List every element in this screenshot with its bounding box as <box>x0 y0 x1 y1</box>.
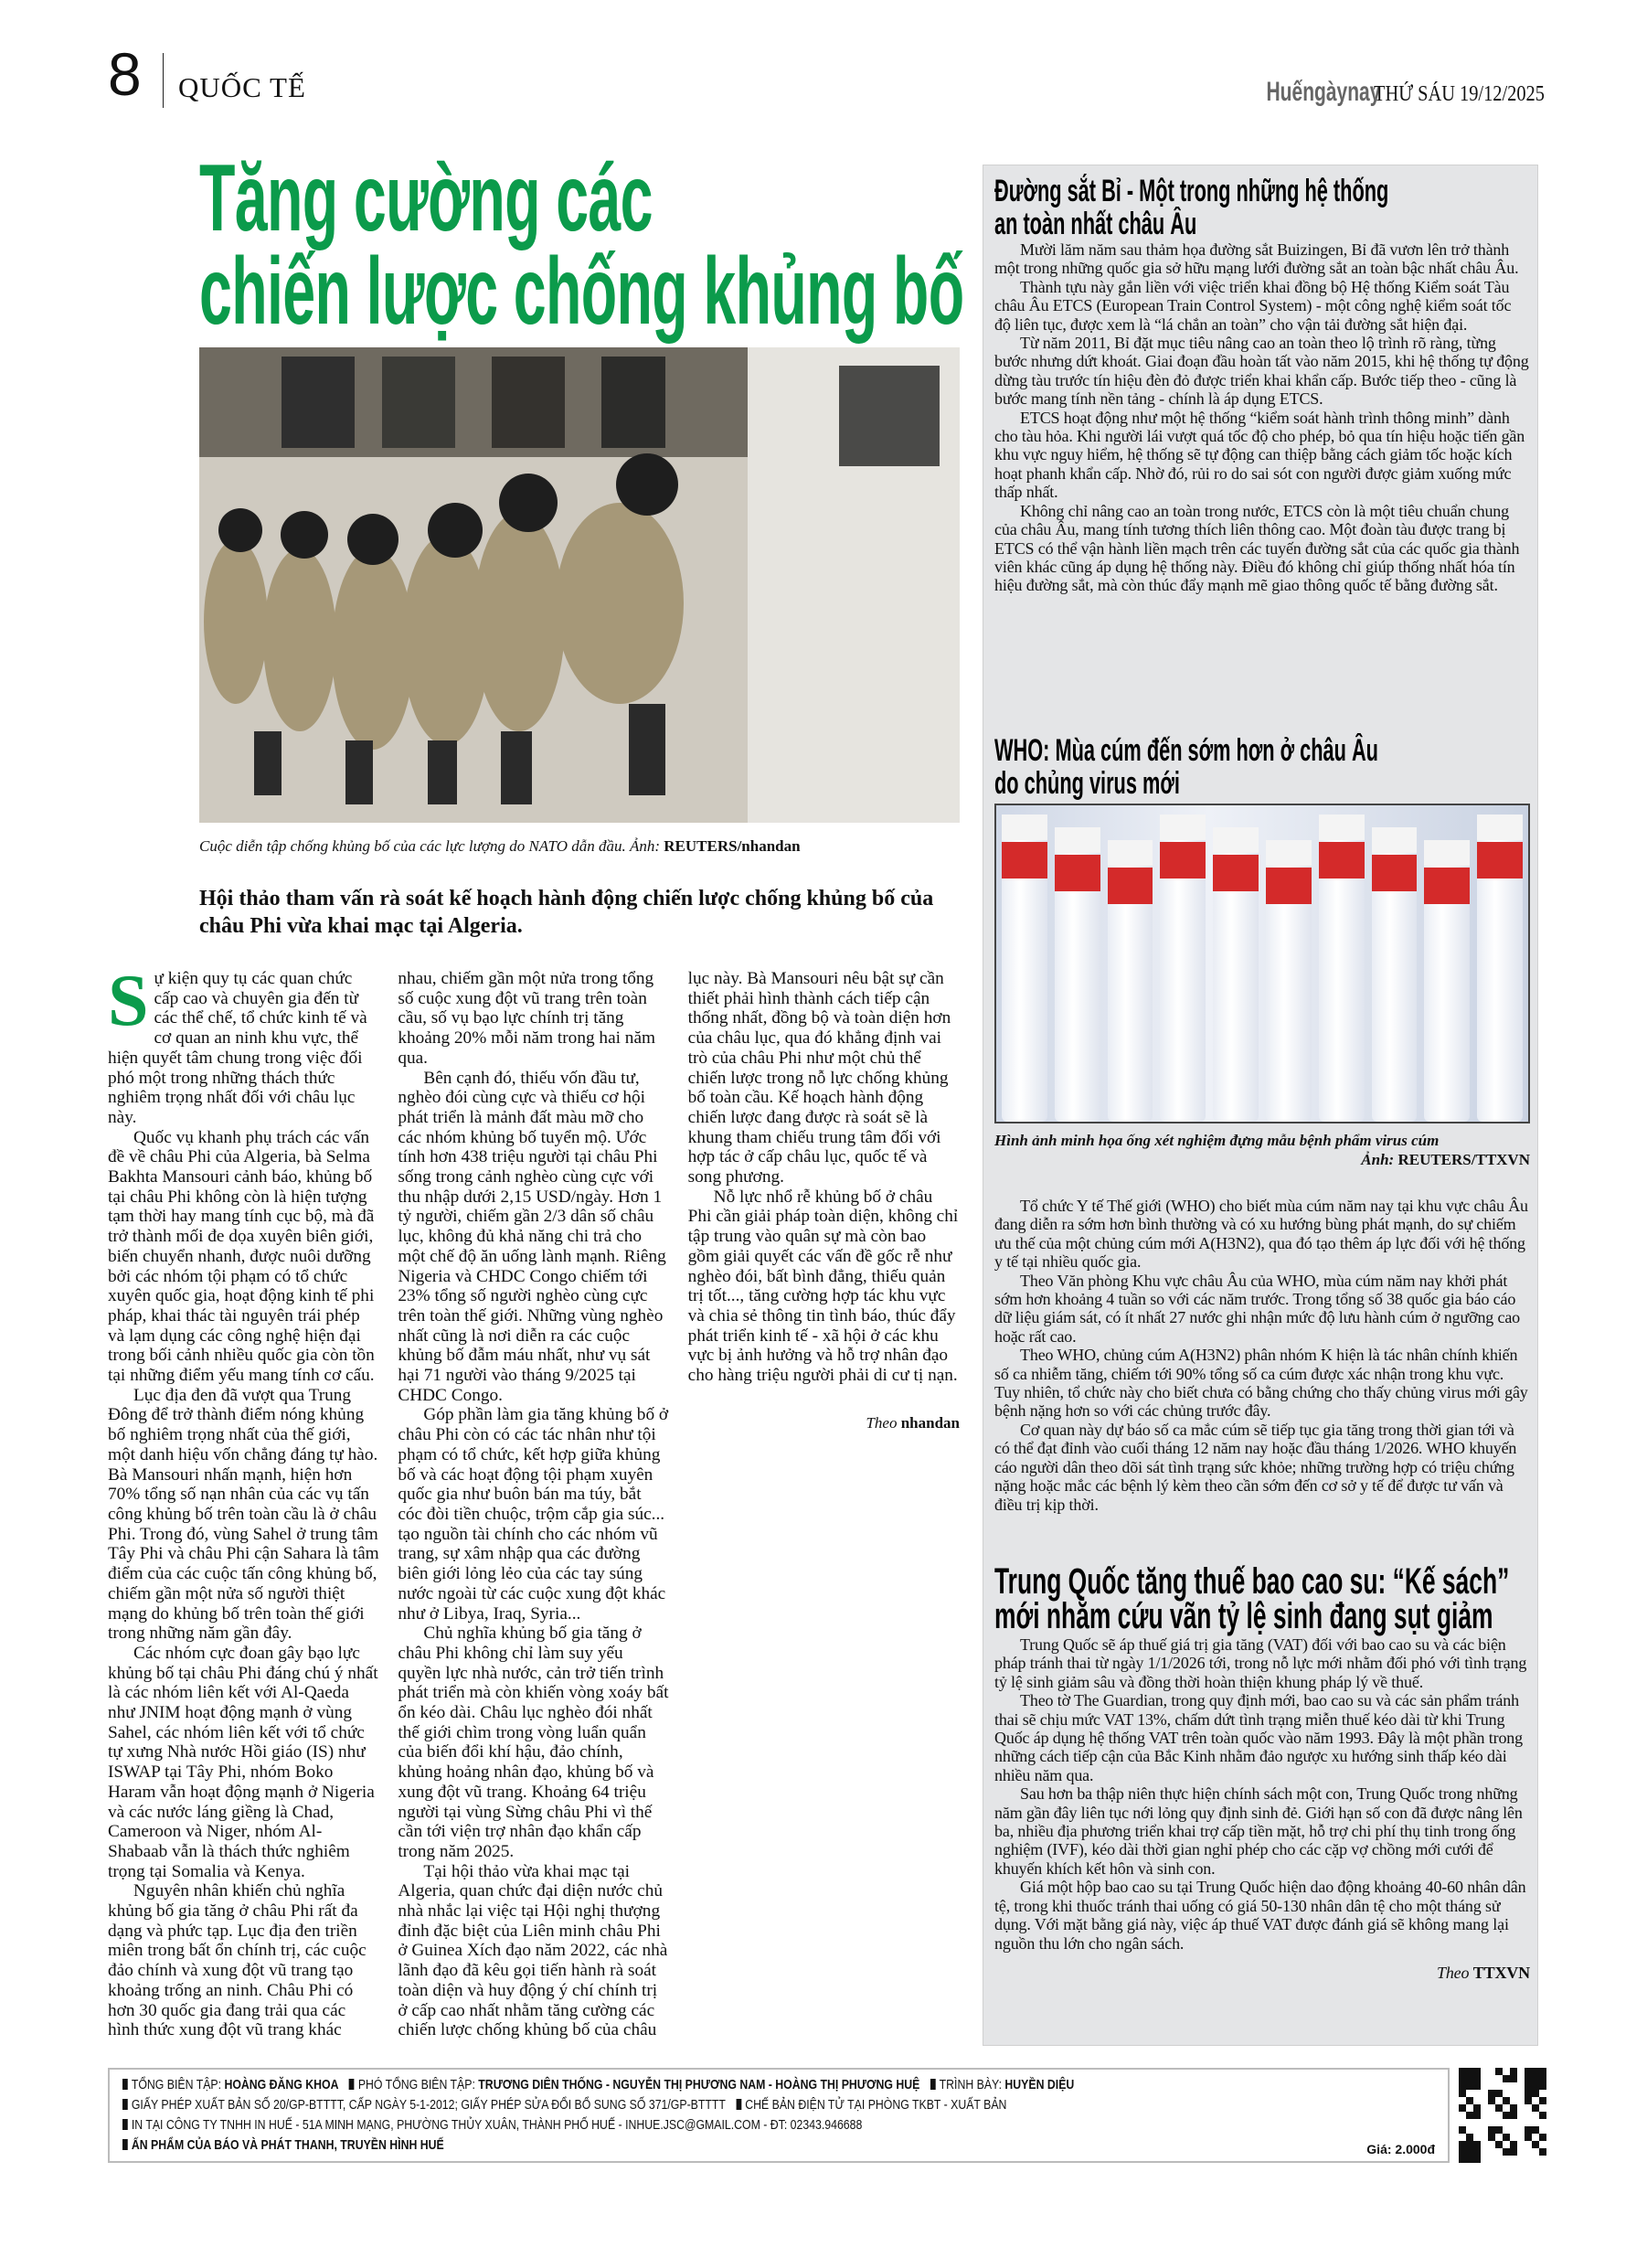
qr-module <box>1481 2126 1488 2134</box>
qr-module <box>1495 2112 1503 2119</box>
qr-module <box>1481 2090 1488 2097</box>
masthead <box>1217 79 1545 106</box>
headline-line: an toàn nhất châu Âu <box>994 207 1197 241</box>
qr-module <box>1459 2141 1466 2148</box>
qr-module <box>1539 2097 1546 2104</box>
qr-module <box>1466 2075 1473 2082</box>
qr-module <box>1539 2141 1546 2148</box>
qr-module <box>1510 2134 1517 2141</box>
qr-module <box>1459 2126 1466 2134</box>
qr-module <box>1481 2082 1488 2090</box>
qr-module <box>1503 2104 1510 2112</box>
qr-module <box>1495 2104 1503 2112</box>
body-paragraph: Bên cạnh đó, thiếu vốn đầu tư, nghèo đói cùng cực và thiếu cơ hội phát triển là mảnh đất màu mỡ cho các nhóm khủng bố tuyển mộ. Ước tính hơn 438 triệu người tại châu Phi sống trong cảnh nghèo cùng cực với thu nhập dưới 2,15 USD/ngày. Hơn 1 tỷ người, chiếm gần 2/3 dân số châu lục, không đủ khả năng chi trả cho một chế độ ăn uống lành mạnh. Riêng Nigeria và CHDC Congo chiếm tới 23% tổng số người nghèo cùng cực trên toàn thế giới. Những vùng nghèo nhất cũng là nơi diễn ra các cuộc khủng bố đẫm máu nhất, như vụ sát hại 71 người vào tháng 9/2025 tại CHDC Congo. <box>398 1068 666 1405</box>
who-photo-caption <box>994 1131 1530 1169</box>
qr-module <box>1466 2104 1473 2112</box>
value: CHẾ BẢN ĐIỆN TỬ TẠI PHÒNG TKBT - XUẤT BẢN <box>745 2097 1007 2113</box>
body-paragraph: Không chỉ nâng cao an toàn trong nước, ETCS còn là một tiêu chuẩn chung của châu Âu, mang tính tương thích liên thông cao. Một đoàn tàu được trang bị ETCS có thể vận hành liền mạch trên các tuyến đường sắt của các quốc gia thành viên khác cũng áp dụng hệ thống này. Điều đó không chỉ giúp thống nhất hóa tín hiệu đường sắt, mà còn thúc đẩy mạnh mẽ giao thông quốc tế bằng đường sắt. <box>994 501 1520 595</box>
qr-module <box>1517 2068 1525 2075</box>
china-body <box>994 1635 1530 1982</box>
qr-module <box>1473 2090 1481 2097</box>
qr-module <box>1510 2119 1517 2126</box>
qr-module <box>1466 2097 1473 2104</box>
body-paragraph: Góp phần làm gia tăng khủng bố ở châu Phi còn có các tác nhân như tội phạm có tổ chức, kết hợp giữa khủng bố và các hoạt động tội phạm xuyên quốc gia như buôn bán ma túy, bắt cóc đòi tiền chuộc, trộm cắp gia súc... tạo nguồn tài chính cho các nhóm vũ trang, sự xâm nhập qua các đường biên giới lỏng lẻo của các tay súng nước ngoài từ các cuộc xung đột khác như ở Libya, Iraq, Syria... <box>398 1405 669 1624</box>
value: HOÀNG ĐĂNG KHOA <box>224 2077 339 2092</box>
qr-module <box>1539 2148 1546 2156</box>
qr-module <box>1510 2104 1517 2112</box>
qr-module <box>1539 2075 1546 2082</box>
body-paragraph: Mười lăm năm sau thảm họa đường sắt Buizingen, Bỉ đã vươn lên trở thành một trong những quốc gia sở hữu mạng lưới đường sắt an toàn bậc nhất châu Âu. <box>994 240 1519 278</box>
qr-module <box>1532 2082 1539 2090</box>
qr-module <box>1532 2112 1539 2119</box>
qr-module <box>1495 2141 1503 2148</box>
body-paragraph: Giá một hộp bao cao su tại Trung Quốc hiện dao động khoảng 40-60 nhân dân tệ, trong khi thuốc tránh thai uống có giá 50-130 nhân dân tệ cho một tháng sử dụng. Với mặt bằng giá này, việc áp thuế VAT được đánh giá sẽ không mang lại nguồn thu lớn cho ngân sách. <box>994 1878 1526 1953</box>
body-paragraph: Sau hơn ba thập niên thực hiện chính sách một con, Trung Quốc trong những năm gần đây liên tục nới lỏng quy định sinh đẻ. Giới hạn số con đã được nâng lên ba, nhiều địa phương triển khai trợ cấp tiền mặt, hỗ trợ chi phí thụ tinh trong ống nghiệm (IVF), kéo dài thời gian nghỉ phép cho các cặp vợ chồng mới cưới để khuyến khích kết hôn và sinh con. <box>994 1784 1523 1878</box>
qr-module <box>1459 2090 1466 2097</box>
test-tube <box>1002 815 1047 1122</box>
qr-module <box>1473 2112 1481 2119</box>
qr-module <box>1495 2068 1503 2075</box>
qr-module <box>1517 2156 1525 2163</box>
qr-module <box>1539 2156 1546 2163</box>
body-paragraph: Từ năm 2011, Bỉ đặt mục tiêu nâng cao an toàn theo lộ trình rõ ràng, từng bước nhưng dứt khoát. Giai đoạn đầu hoàn tất vào năm 2015, khi hệ thống tự động dừng tàu trước tín hiệu đèn đỏ được triển khai khẩn cấp. Bước tiếp theo - cũng là bước mang tính nền tảng - chính là áp dụng ETCS. <box>994 334 1529 409</box>
title-line: Tăng cường các <box>199 145 653 251</box>
who-headline <box>994 734 1530 800</box>
china-headline <box>994 1561 1530 1636</box>
headline-line: Đường sắt Bỉ - Một trong những hệ thống <box>994 174 1389 208</box>
qr-module <box>1473 2141 1481 2148</box>
publisher-info <box>122 2135 444 2156</box>
source-prefix: Theo <box>866 1413 898 1432</box>
value: TRƯƠNG DIÊN THỐNG - NGUYỄN THỊ PHƯƠNG NAM - HOÀNG THỊ PHƯƠNG HUỆ <box>478 2077 920 2092</box>
qr-module <box>1532 2075 1539 2082</box>
qr-module <box>1488 2156 1495 2163</box>
qr-module <box>1459 2112 1466 2119</box>
qr-module <box>1481 2097 1488 2104</box>
qr-module <box>1539 2090 1546 2097</box>
qr-module <box>1510 2126 1517 2134</box>
test-tube <box>1319 815 1365 1122</box>
value: GIẤY PHÉP XUẤT BẢN SỐ 20/GP-BTTTT, CẤP NGÀY 5-1-2012; GIẤY PHÉP SỬA ĐỔI BỔ SUNG SỐ 371/GP-BTTTT <box>131 2097 726 2113</box>
body-paragraph: ETCS hoạt động như một hệ thống “kiểm soát hành trình thông minh” dành cho tàu hỏa. Khi người lái vượt quá tốc độ cho phép, bỏ qua tín hiệu hoặc tiến gần khu vực nguy hiểm, hệ thống sẽ tự động can thiệp bằng cách giảm tốc hoặc kích hoạt phanh khẩn cấp. Nhờ đó, rủi ro do sai sót con người được giảm xuống mức thấp nhất. <box>994 408 1525 502</box>
qr-module <box>1466 2082 1473 2090</box>
article-source <box>994 1964 1530 1982</box>
qr-module <box>1510 2141 1517 2148</box>
test-tube <box>1213 827 1259 1122</box>
qr-module <box>1532 2104 1539 2112</box>
qr-module <box>1473 2097 1481 2104</box>
qr-module <box>1473 2119 1481 2126</box>
qr-module <box>1510 2097 1517 2104</box>
source-prefix: Theo <box>1436 1963 1470 1982</box>
body-paragraph: Nỗ lực nhổ rễ khủng bố ở châu Phi cần giải pháp toàn diện, không chỉ tập trung vào quân sự mà còn bao gồm giải quyết các vấn đề gốc rễ như nghèo đói, bất bình đẳng, thiếu quản trị tốt..., tăng cường hợp tác khu vực và chia sẻ thông tin tình báo, thúc đẩy phát triển kinh tế - xã hội ở các khu vực bị ảnh hưởng và hỗ trợ nhân đạo cho hàng triệu người phải di cư tị nạn. <box>687 1187 959 1386</box>
section-name: QUỐC TẾ <box>178 71 306 103</box>
qr-module <box>1525 2075 1532 2082</box>
qr-module <box>1517 2082 1525 2090</box>
qr-module <box>1466 2134 1473 2141</box>
rail-article <box>994 175 1530 595</box>
qr-module <box>1488 2148 1495 2156</box>
qr-module <box>1525 2068 1532 2075</box>
qr-module <box>1495 2126 1503 2134</box>
qr-module <box>1473 2134 1481 2141</box>
body-paragraph: Các nhóm cực đoan gây bạo lực khủng bố tại châu Phi đáng chú ý nhất là các nhóm liên kết với Al-Qaeda như JNIM hoạt động mạnh ở vùng Sahel, các nhóm liên kết với tổ chức tự xưng Nhà nước Hồi giáo (IS) như ISWAP tại Tây Phi, nhóm Boko Haram vẫn hoạt động mạnh ở Nigeria và các nước láng giềng là Chad, Cameroon và Niger, nhóm Al-Shabaab vẫn là thách thức nghiêm trọng tại Somalia và Kenya. <box>108 1643 378 1881</box>
qr-module <box>1517 2148 1525 2156</box>
article-lede: Hội thảo tham vấn rà soát kế hoạch hành động chiến lược chống khủng bố của châu Phi vừa khai mạc tại Algeria. <box>199 887 934 938</box>
body-paragraph: Theo tờ The Guardian, trong quy định mới, bao cao su và các sản phẩm tránh thai sẽ chịu mức VAT 13%, chấm dứt tình trạng miễn thuế kéo dài từ khi Trung Quốc áp dụng hệ thống VAT trên toàn quốc vào năm 1993. Đây là một phần trong những cách tiếp cận của Bắc Kinh nhằm đảo ngược xu hướng sinh thấp kéo dài nhiều năm qua. <box>994 1691 1524 1784</box>
credit-name: REUTERS/TTXVN <box>1397 1151 1530 1168</box>
qr-module <box>1510 2156 1517 2163</box>
body-paragraph: Tại hội thảo vừa khai mạc tại Algeria, quan chức đại diện nước chủ nhà nhắc lại việc tại Hội nghị thượng đỉnh đặc biệt của Liên minh châu Phi ở Guinea Xích đạo năm 2022, các nhà lãnh đạo đã kêu gọi tiến hành rà soát toàn diện và huy động ý chí chính trị ở cấp cao nhất nhằm tăng cường các chiến lược chống khủng bố của châu lục này. Bà Mansouri nêu bật sự cần thiết phải hình thành cách tiếp cận thống nhất, đồng bộ và toàn diện hơn của châu lục, qua đó khẳng định vai trò của châu Phi như một chủ thể chiến lược trong nỗ lực chống khủng bố toàn cầu. Kế hoạch hành động chiến lược đang được rà soát sẽ là khung tham chiếu trung tâm đối với hợp tác ở cấp châu lục, quốc tế và song phương. <box>398 969 951 2040</box>
qr-module <box>1539 2126 1546 2134</box>
qr-module <box>1525 2104 1532 2112</box>
qr-module <box>1503 2134 1510 2141</box>
qr-module <box>1481 2156 1488 2163</box>
drop-cap: S <box>108 961 149 1041</box>
qr-module <box>1510 2090 1517 2097</box>
qr-module <box>1488 2097 1495 2104</box>
qr-module <box>1473 2082 1481 2090</box>
photo-credit: REUTERS/nhandan <box>664 837 801 855</box>
qr-module <box>1459 2082 1466 2090</box>
body-paragraph: Quốc vụ khanh phụ trách các vấn đề về châu Phi của Algeria, bà Selma Bakhta Mansouri cảnh báo, khủng bố tại châu Phi không còn là hiện tượng tạm thời hay mang tính cục bộ, mà đã trở thành mối đe dọa xuyên biên giới, biến chuyển nhanh, được nuôi dưỡng bởi các nhóm tội phạm có tổ chức xuyên quốc gia, hoạt động kinh tế phi pháp, khai thác tài nguyên trái phép và lạm dụng các công nghệ hiện đại trong bối cảnh nhiều quốc gia còn tồn tại những điểm yếu mang tính cơ cấu. <box>108 1127 375 1386</box>
layout-credit <box>930 2075 1074 2095</box>
qr-module <box>1488 2104 1495 2112</box>
qr-module <box>1525 2090 1532 2097</box>
article-photo <box>199 347 960 823</box>
qr-module <box>1488 2112 1495 2119</box>
value: ẤN PHẨM CỦA BÁO VÀ PHÁT THANH, TRUYỀN HÌNH HUẾ <box>131 2137 444 2153</box>
qr-module <box>1517 2134 1525 2141</box>
article-source <box>688 1413 960 1433</box>
qr-module <box>1517 2119 1525 2126</box>
qr-module <box>1481 2134 1488 2141</box>
qr-module <box>1488 2075 1495 2082</box>
qr-module <box>1539 2082 1546 2090</box>
qr-module <box>1481 2141 1488 2148</box>
qr-module <box>1503 2156 1510 2163</box>
price: Giá: 2.000đ <box>1366 2142 1435 2156</box>
source-name: TTXVN <box>1472 1963 1530 1982</box>
qr-module <box>1517 2104 1525 2112</box>
qr-module <box>1510 2148 1517 2156</box>
page-number: 8 <box>108 40 142 108</box>
test-tubes-photo <box>994 804 1530 1123</box>
headline-line: do chủng virus mới <box>994 766 1180 801</box>
qr-module <box>1525 2119 1532 2126</box>
caption-text: Cuộc diễn tập chống khủng bố của các lực lượng do NATO dẫn đầu. Ảnh: <box>199 837 661 855</box>
qr-module <box>1532 2126 1539 2134</box>
qr-module <box>1459 2097 1466 2104</box>
qr-module <box>1459 2075 1466 2082</box>
body-paragraph: Theo Văn phòng Khu vực châu Âu của WHO, mùa cúm năm nay khởi phát sớm hơn khoảng 4 tuần so với các năm trước. Trong tổng số 38 quốc gia báo cáo dữ liệu giám sát, có ít nhất 27 nước ghi nhận mức độ lưu hành cúm ở ngưỡng cao hoặc rất cao. <box>994 1271 1521 1346</box>
qr-module <box>1503 2141 1510 2148</box>
qr-module <box>1495 2119 1503 2126</box>
typesetting-info <box>736 2095 1006 2115</box>
qr-module <box>1488 2141 1495 2148</box>
qr-module <box>1503 2148 1510 2156</box>
qr-module <box>1459 2156 1466 2163</box>
imprint-row <box>122 2095 1199 2115</box>
issue-date: THỨ SÁU 19/12/2025 <box>1374 82 1545 106</box>
qr-module <box>1488 2068 1495 2075</box>
qr-module <box>1532 2090 1539 2097</box>
qr-module <box>1473 2126 1481 2134</box>
license-info <box>122 2095 726 2115</box>
qr-module <box>1481 2104 1488 2112</box>
qr-module <box>1466 2068 1473 2075</box>
qr-module <box>1510 2112 1517 2119</box>
qr-module <box>1517 2141 1525 2148</box>
qr-module <box>1532 2119 1539 2126</box>
qr-module <box>1532 2068 1539 2075</box>
newspaper-logo: Huếngàynay <box>1266 77 1381 107</box>
test-tube <box>1424 840 1470 1122</box>
qr-module <box>1532 2141 1539 2148</box>
qr-module <box>1532 2134 1539 2141</box>
editor-credit <box>122 2075 339 2095</box>
qr-module <box>1510 2075 1517 2082</box>
qr-module <box>1510 2068 1517 2075</box>
qr-module <box>1503 2068 1510 2075</box>
body-paragraph: Cơ quan này dự báo số ca mắc cúm sẽ tiếp tục gia tăng trong thời gian tới và có thể đạt đỉnh vào cuối tháng 12 năm nay hoặc đầu tháng 1/2026. WHO khuyến cáo người dân theo dõi sát tình trạng sức khỏe; những trường hợp có triệu chứng nặng hoặc mắc các bệnh lý kèm theo cần sớm đến cơ sở y tế để được tư vấn và điều trị kịp thời. <box>994 1420 1517 1514</box>
qr-module <box>1525 2134 1532 2141</box>
qr-module <box>1466 2148 1473 2156</box>
qr-module <box>1459 2148 1466 2156</box>
qr-module <box>1488 2119 1495 2126</box>
body-paragraph: Lục địa đen đã vượt qua Trung Đông để trở thành điểm nóng khủng bố nghiêm trọng nhất của thế giới, một danh hiệu vốn chẳng đáng tự hào. Bà Mansouri nhấn mạnh, hiện hơn 70% tổng số nạn nhân của các vụ tấn công khủng bố trên toàn cầu là ở châu Phi. Trong đó, vùng Sahel ở trung tâm Tây Phi và châu Phi cận Sahara là tâm điểm của các cuộc tấn công khủng bố, chiếm gần một nửa số người thiệt mạng do khủng bố trên toàn thế giới trong những năm gần đây. <box>108 1385 379 1644</box>
qr-module <box>1525 2148 1532 2156</box>
qr-module <box>1481 2068 1488 2075</box>
headline-line: Trung Quốc tăng thuế bao cao su: “Kế sách” <box>994 1561 1510 1602</box>
qr-module <box>1532 2148 1539 2156</box>
qr-module <box>1466 2119 1473 2126</box>
credit-prefix: Ảnh: <box>1361 1151 1395 1168</box>
qr-module <box>1481 2112 1488 2119</box>
qr-module <box>1466 2126 1473 2134</box>
body-paragraph: Theo WHO, chủng cúm A(H3N2) phân nhóm K hiện là tác nhân chính khiến số ca nhiễm tăng, chiếm tới 90% tổng số ca cúm được xác nhận trong khu vực. Tuy nhiên, tổ chức này cho biết chưa có bằng chứng cho thấy chủng virus mới gây bệnh nặng hơn so với các chủng trước đây. <box>994 1346 1528 1421</box>
qr-module <box>1525 2126 1532 2134</box>
qr-module <box>1525 2141 1532 2148</box>
qr-module <box>1488 2090 1495 2097</box>
qr-module <box>1539 2112 1546 2119</box>
qr-module <box>1517 2097 1525 2104</box>
sidebar-news-briefs <box>983 165 1538 2046</box>
title-line: chiến lược chống khủng bố <box>199 239 964 345</box>
qr-module <box>1488 2126 1495 2134</box>
qr-module <box>1503 2119 1510 2126</box>
qr-module <box>1495 2148 1503 2156</box>
body-paragraph: Nguyên nhân khiến chủ nghĩa khủng bố gia tăng ở châu Phi rất đa dạng và phức tạp. Lục địa đen triền miên trong bất ổn chính trị, các cuộc đảo chính và xung đột vũ trang tạo khoảng trống an ninh. Châu Phi có hơn 30 quốc gia đang trải qua các hình thức xung đột vũ trang khác nhau, chiếm gần một nửa trong tổng số cuộc xung đột vũ trang trên toàn cầu, số vụ bạo lực chính trị tăng khoảng 20% mỗi năm trong hai năm qua. <box>108 969 655 2040</box>
test-tube <box>1266 840 1312 1122</box>
qr-module <box>1532 2097 1539 2104</box>
rail-body <box>994 240 1530 595</box>
qr-module <box>1495 2090 1503 2097</box>
qr-module <box>1481 2119 1488 2126</box>
qr-module <box>1481 2148 1488 2156</box>
imprint-row <box>122 2135 1199 2156</box>
article-body <box>108 961 960 2057</box>
qr-module <box>1495 2134 1503 2141</box>
qr-module <box>1517 2075 1525 2082</box>
qr-module <box>1539 2068 1546 2075</box>
test-tube <box>1160 815 1206 1122</box>
label: PHÓ TỔNG BIÊN TẬP: <box>357 2077 475 2092</box>
qr-module <box>1473 2104 1481 2112</box>
body-paragraph: Chủ nghĩa khủng bố gia tăng ở châu Phi không chỉ làm suy yếu quyền lực nhà nước, cản trở tiến trình phát triển mà còn khiến vòng xoáy bất ổn kéo dài. Châu lục nghèo đói nhất thế giới chìm trong vòng luẩn quẩn của biến đổi khí hậu, đảo chính, khủng hoảng nhân đạo, khủng bố và xung đột vũ trang. Khoảng 64 triệu người tại vùng Sừng châu Phi vì thế cần tới viện trợ nhân đạo khẩn cấp trong năm 2025. <box>398 1624 669 1861</box>
qr-module <box>1495 2082 1503 2090</box>
test-tube <box>1372 827 1418 1122</box>
qr-module <box>1473 2156 1481 2163</box>
qr-module <box>1466 2141 1473 2148</box>
qr-code[interactable] <box>1459 2068 1546 2163</box>
body-paragraph: Tổ chức Y tế Thế giới (WHO) cho biết mùa cúm năm nay tại khu vực châu Âu đang diễn ra sớm hơn bình thường và có xu hướng bùng phát mạnh, do sự chiếm ưu thế của một chủng cúm mới A(H3N2), qua đó tạo thêm áp lực đối với hệ thống y tế tại nhiều quốc gia. <box>994 1197 1528 1272</box>
test-tube <box>1055 827 1100 1122</box>
imprint-row <box>122 2075 1199 2095</box>
qr-module <box>1503 2126 1510 2134</box>
qr-module <box>1459 2119 1466 2126</box>
qr-module <box>1539 2104 1546 2112</box>
qr-module <box>1525 2097 1532 2104</box>
headline-line: WHO: Mùa cúm đến sớm hơn ở châu Âu <box>994 733 1378 768</box>
imprint-row <box>122 2115 1199 2135</box>
photo-caption <box>199 837 801 856</box>
qr-module <box>1466 2090 1473 2097</box>
test-tube <box>1108 840 1153 1122</box>
qr-module <box>1517 2112 1525 2119</box>
label: TRÌNH BÀY: <box>939 2077 1003 2092</box>
qr-module <box>1510 2082 1517 2090</box>
source-name: nhandan <box>900 1413 960 1432</box>
qr-module <box>1473 2075 1481 2082</box>
imprint-box <box>108 2068 1450 2163</box>
headline-line: mới nhằm cứu vãn tỷ lệ sinh đang sụt giảm <box>994 1596 1493 1636</box>
qr-module <box>1466 2156 1473 2163</box>
qr-module <box>1532 2156 1539 2163</box>
body-paragraph: Thành tựu này gắn liền với việc triển khai đồng bộ Hệ thống Kiểm soát Tàu châu Âu ETCS (European Train Control System) - một công nghệ kiểm soát tốc độ liên tục, được xem là “lá chắn an toàn” cho vận tải đường sắt hiện đại. <box>994 277 1512 334</box>
photo-credit <box>994 1150 1530 1169</box>
qr-module <box>1495 2097 1503 2104</box>
qr-module <box>1473 2068 1481 2075</box>
qr-module <box>1525 2082 1532 2090</box>
qr-module <box>1517 2126 1525 2134</box>
printer-info <box>122 2115 862 2135</box>
qr-module <box>1503 2075 1510 2082</box>
body-paragraph <box>108 961 379 1128</box>
qr-module <box>1495 2075 1503 2082</box>
value: HUYỀN DIỆU <box>1004 2077 1075 2092</box>
qr-module <box>1466 2112 1473 2119</box>
qr-module <box>1503 2097 1510 2104</box>
qr-module <box>1473 2148 1481 2156</box>
label: TỔNG BIÊN TẬP: <box>131 2077 222 2092</box>
qr-module <box>1525 2112 1532 2119</box>
qr-module <box>1525 2156 1532 2163</box>
value: IN TẠI CÔNG TY TNHH IN HUẾ - 51A MINH MẠNG, PHƯỜNG THỦY XUÂN, THÀNH PHỐ HUẾ - INHUE.JSC@GMAIL.COM - ĐT: 02343.946688 <box>131 2117 863 2133</box>
test-tube <box>1477 815 1523 1122</box>
qr-module <box>1459 2134 1466 2141</box>
qr-module <box>1503 2112 1510 2119</box>
qr-module <box>1495 2156 1503 2163</box>
who-body <box>994 1197 1530 1514</box>
body-paragraph: Trung Quốc sẽ áp thuế giá trị gia tăng (VAT) đối với bao cao su và các biện pháp tránh thai từ ngày 1/1/2026 tới, trong nỗ lực mới nhằm đối phó với tình trạng tỷ lệ sinh giảm sâu và đồng thời hoàn thiện khung pháp lý về thuế. <box>994 1635 1527 1691</box>
qr-module <box>1517 2090 1525 2097</box>
caption-text: Hình ảnh minh họa ống xét nghiệm đựng mẫu bệnh phẩm virus cúm <box>994 1132 1440 1149</box>
qr-module <box>1539 2134 1546 2141</box>
qr-module <box>1503 2082 1510 2090</box>
qr-module <box>1539 2119 1546 2126</box>
qr-module <box>1503 2090 1510 2097</box>
qr-module <box>1459 2068 1466 2075</box>
qr-module <box>1488 2134 1495 2141</box>
rail-headline <box>994 175 1530 240</box>
paragraph-text: ự kiện quy tụ các quan chức cấp cao và chuyên gia đến từ các thể chế, tổ chức kinh tế và cơ quan an ninh khu vực, thể hiện quyết tâm chung trong việc đối phó một trong những thách thức nghiêm trọng nhất đối với châu lục này. <box>108 969 367 1127</box>
qr-module <box>1459 2104 1466 2112</box>
deputy-credit <box>349 2075 919 2095</box>
header-divider <box>163 53 164 108</box>
soldiers-photo-illustration <box>199 347 960 823</box>
qr-module <box>1488 2082 1495 2090</box>
qr-module <box>1481 2075 1488 2082</box>
